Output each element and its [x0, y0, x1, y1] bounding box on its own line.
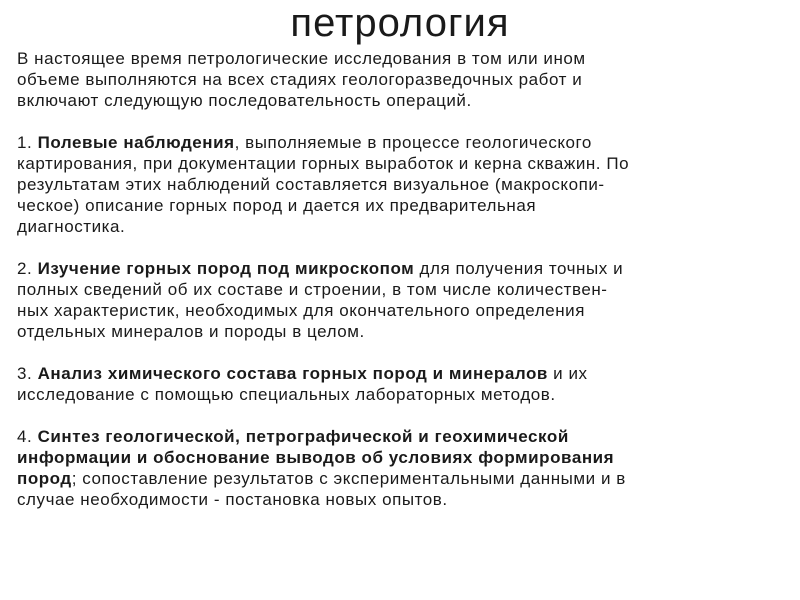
intro-paragraph — [17, 48, 787, 111]
list-item-line: отдельных минералов и породы в целом. — [17, 322, 365, 341]
list-item-heading: Синтез геологической, петрографической и геохимической — [37, 427, 569, 446]
list-item-line: ных характеристик, необходимых для окончательного определения — [17, 301, 585, 320]
intro-line: В настоящее время петрологические исследования в том или ином — [17, 49, 586, 68]
list-item-text: и их — [547, 364, 588, 383]
list-item-1 — [17, 132, 787, 237]
list-item-heading: Полевые наблюдения — [37, 133, 235, 152]
list-item-4 — [17, 426, 787, 510]
list-item-first-line — [17, 426, 787, 447]
list-item-heading: Анализ химического состава горных пород и минералов — [37, 364, 548, 383]
list-item-line: диагностика. — [17, 217, 126, 236]
intro-line: объеме выполняются на всех стадиях геологоразведочных работ и — [17, 70, 583, 89]
list-item-first-line — [17, 258, 787, 279]
list-item-number: 2. — [17, 259, 38, 278]
list-item-text: ; сопоставление результатов с экспериментальными данными и в — [71, 469, 626, 488]
list-item-heading: Изучение горных пород под микроскопом — [37, 259, 415, 278]
list-item-mixed-line — [17, 468, 787, 489]
list-item-number: 3. — [17, 364, 38, 383]
list-item-first-line — [17, 363, 787, 384]
list-item-number: 4. — [17, 427, 38, 446]
list-item-3 — [17, 363, 787, 405]
list-item-number: 1. — [17, 133, 38, 152]
list-item-line: результатам этих наблюдений составляется визуальное (макроскопи- — [17, 175, 605, 194]
slide-title: петрология — [290, 1, 510, 45]
list-item-line: исследование с помощью специальных лабораторных методов. — [17, 385, 556, 404]
slide-body — [17, 48, 787, 531]
list-item-bold-tail: пород — [17, 469, 72, 488]
list-item-bold-line: информации и обоснование выводов об условиях формирования — [17, 448, 615, 467]
list-item-text: для получения точных и — [414, 259, 624, 278]
list-item-line: случае необходимости - постановка новых опытов. — [17, 490, 448, 509]
list-item-line: картирования, при документации горных выработок и керна скважин. По — [17, 154, 630, 173]
list-item-first-line — [17, 132, 787, 153]
list-item-text: , выполняемые в процессе геологического — [234, 133, 592, 152]
list-item-line: полных сведений об их составе и строении, в том числе количествен- — [17, 280, 608, 299]
list-item-line: ческое) описание горных пород и дается их предварительная — [17, 196, 537, 215]
list-item-2 — [17, 258, 787, 342]
intro-line: включают следующую последовательность операций. — [17, 91, 472, 110]
